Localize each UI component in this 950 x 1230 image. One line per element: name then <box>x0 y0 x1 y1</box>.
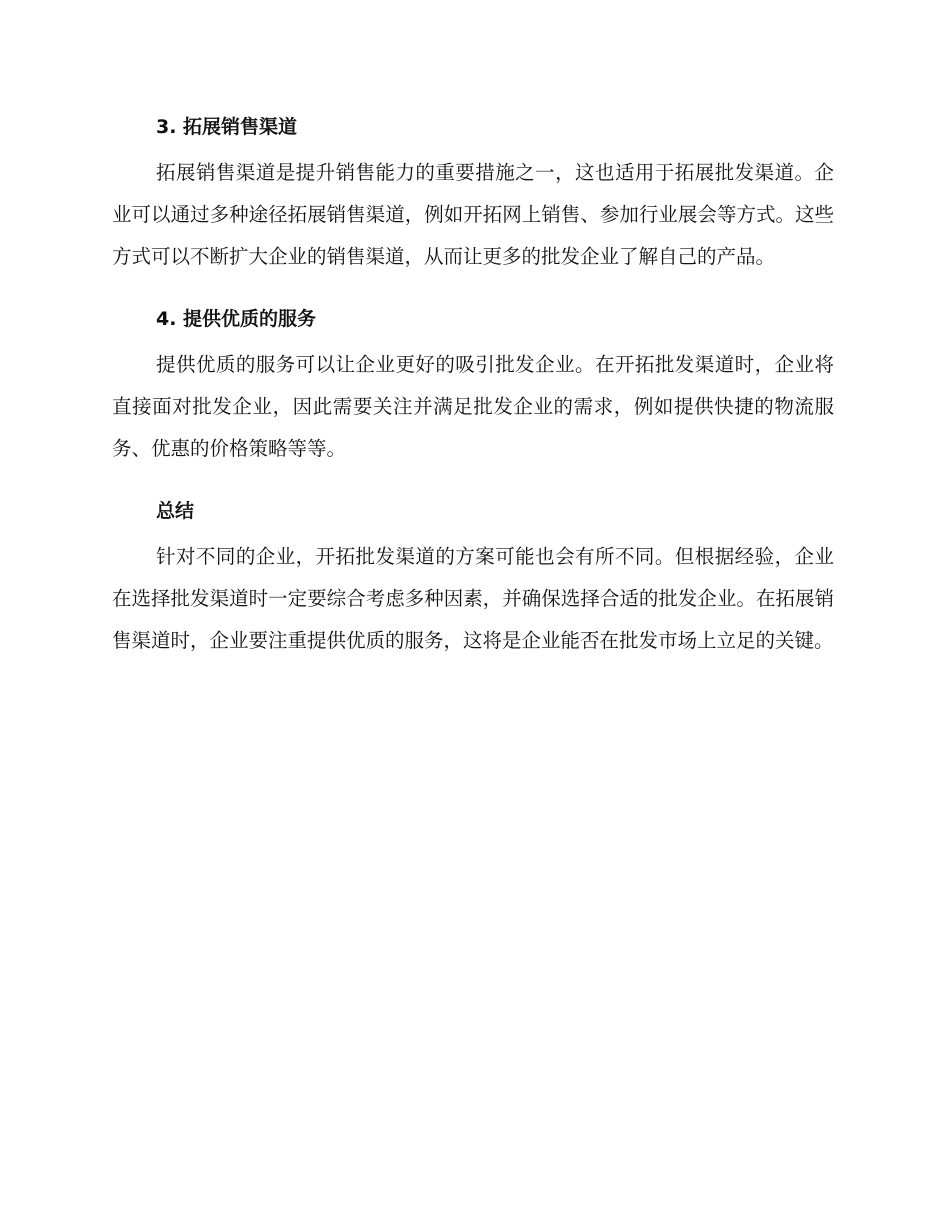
paragraph-summary: 针对不同的企业，开拓批发渠道的方案可能也会有所不同。但根据经验，企业在选择批发渠道时一定要综合考虑多种因素，并确保选择合适的批发企业。在拓展销售渠道时，企业要注重提供优质的服务，这将是企业能否在批发市场上立足的关键。 <box>112 545 834 652</box>
paragraph-expand-sales-channels: 拓展销售渠道是提升销售能力的重要措施之一，这也适用于拓展批发渠道。企业可以通过多种途径拓展销售渠道，例如开拓网上销售、参加行业展会等方式。这些方式可以不断扩大企业的销售渠道，从而让更多的批发企业了解自己的产品。 <box>112 161 834 268</box>
paragraph-quality-service: 提供优质的服务可以让企业更好的吸引批发企业。在开拓批发渠道时，企业将直接面对批发企业，因此需要关注并满足批发企业的需求，例如提供快捷的物流服务、优惠的价格策略等等。 <box>112 353 834 460</box>
document-page <box>112 108 834 684</box>
section-heading-quality-service: 4. 提供优质的服务 <box>156 308 317 330</box>
section-heading-summary: 总结 <box>156 500 195 522</box>
section-heading-expand-sales-channels: 3. 拓展销售渠道 <box>156 116 298 138</box>
